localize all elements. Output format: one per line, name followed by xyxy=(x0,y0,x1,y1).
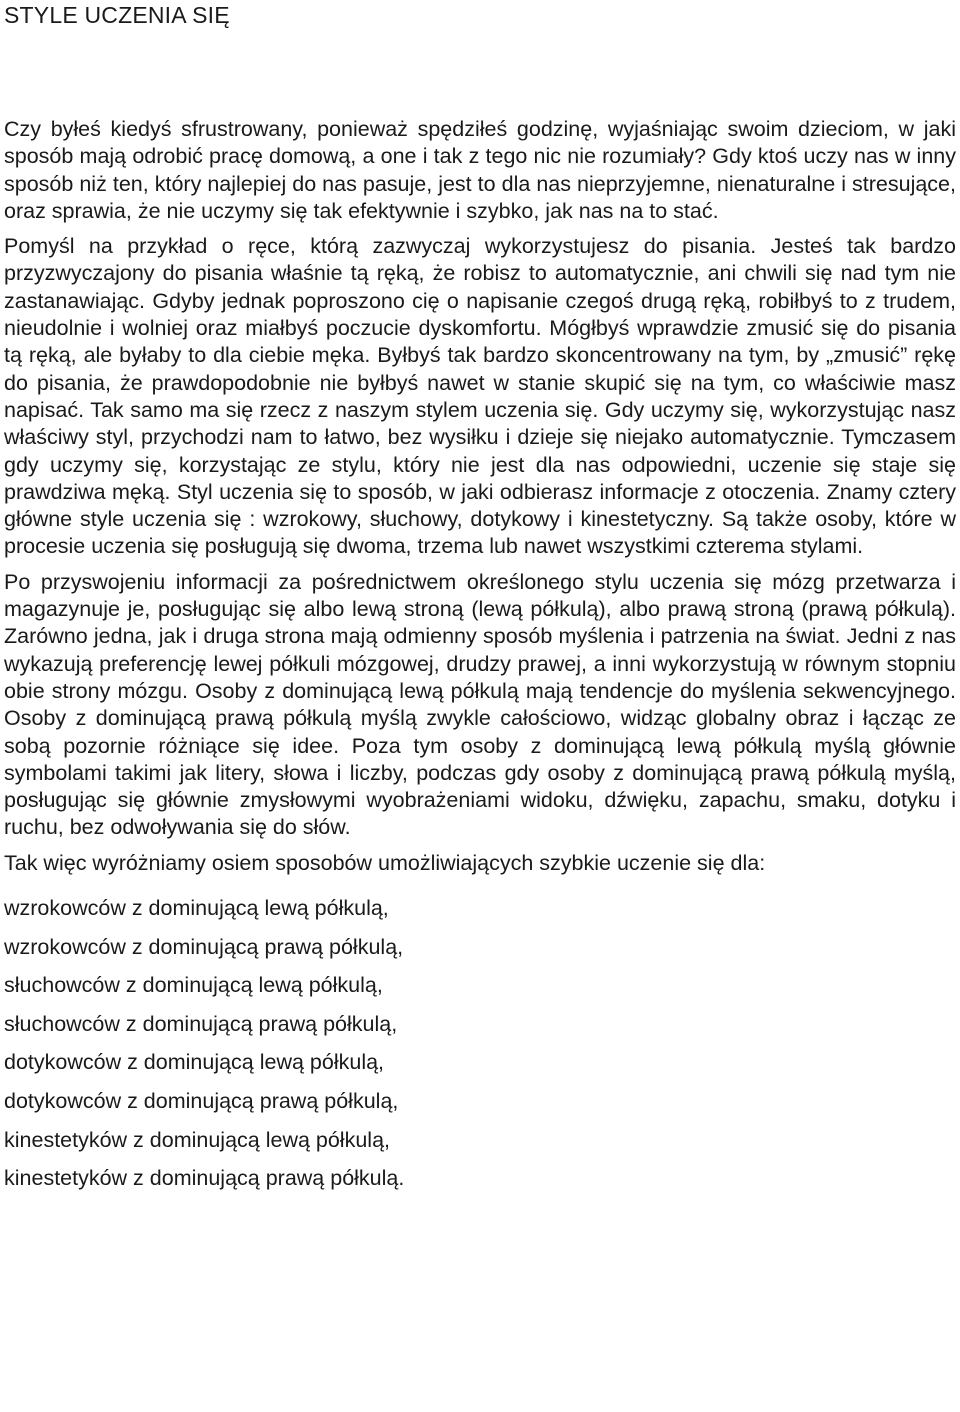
paragraph-brain-hemispheres: Po przyswojeniu informacji za pośrednictwem określonego stylu uczenia się mózg przetwarza i magazynuje je, posługując się albo lewą stroną (lewą półkulą), albo prawą stroną (prawą półkulą). Zarówno jedna, jak i druga strona mają odmienny sposób myślenia i patrzenia na świat. Jedni z nas wykazują preferencję lewej półkuli mózgowej, drudzy prawej, a inni wykorzystują w równym stopniu obie strony mózgu. Osoby z dominującą lewą półkulą mają tendencje do myślenia sekwencyjnego. Osoby z dominującą prawą półkulą myślą zwykle całościowo, widząc globalny obraz i łącząc ze sobą pozornie różniące się idee. Poza tym osoby z dominującą lewą półkulą myślą głównie symbolami takimi jak litery, słowa i liczby, podczas gdy osoby z dominującą prawą półkulą myślą, posługując się głównie zmysłowymi wyobrażeniami widoku, dźwięku, zapachu, smaku, dotyku i ruchu, bez odwoływania się do słów. xyxy=(4,569,956,840)
list-item: dotykowców z dominującą lewą półkulą, xyxy=(4,1050,385,1075)
paragraph-writing-hand: Pomyśl na przykład o ręce, którą zazwyczaj wykorzystujesz do pisania. Jesteś tak bardzo przyzwyczajony do pisania właśnie tą ręką, że robisz to automatycznie, ani chwili się nad tym nie zastanawiając. Gdyby jednak poproszono cię o napisanie czegoś drugą ręką, robiłbyś to z trudem, nieudolnie i wolniej oraz miałbyś poczucie dyskomfortu. Mógłbyś wprawdzie zmusić się do pisania tą ręką, ale byłaby to dla ciebie męka. Byłbyś tak bardzo skoncentrowany na tym, by „zmusić” rękę do pisania, że prawdopodobnie nie byłbyś nawet w stanie skupić się na tym, co właściwie masz napisać. Tak samo ma się rzecz z naszym stylem uczenia się. Gdy uczymy się, wykorzystując nasz właściwy styl, przychodzi nam to łatwo, bez wysiłku i dzieje się niejako automatycznie. Tymczasem gdy uczymy się, korzystając ze stylu, który nie jest dla nas odpowiedni, uczenie się staje się prawdziwa męką. Styl uczenia się to sposób, w jaki odbierasz informacje z otoczenia. Znamy cztery główne style uczenia się : wzrokowy, słuchowy, dotykowy i kinestetyczny. Są także osoby, które w procesie uczenia się posługują się dwoma, trzema lub nawet wszystkimi czterema stylami. xyxy=(4,234,956,559)
list-item: kinestetyków z dominującą lewą półkulą, xyxy=(4,1127,391,1152)
paragraph-intro: Czy byłeś kiedyś sfrustrowany, ponieważ spędziłeś godzinę, wyjaśniając swoim dzieciom, w jaki sposób mają odrobić pracę domową, a one i tak z tego nic nie rozumiały? Gdy ktoś uczy nas w inny sposób niż ten, który najlepiej do nas pasuje, jest to dla nas nieprzyjemne, nienaturalne i stresujące, oraz sprawia, że nie uczymy się tak efektywnie i szybko, jak nas na to stać. xyxy=(4,117,956,223)
document-page xyxy=(4,0,956,1198)
learning-styles-list xyxy=(4,889,956,1198)
paragraph-list-intro: Tak więc wyróżniamy osiem sposobów umożliwiających szybkie uczenie się dla: xyxy=(4,850,766,875)
list-item: kinestetyków z dominującą prawą półkulą. xyxy=(4,1166,405,1191)
list-item: słuchowców z dominującą lewą półkulą, xyxy=(4,973,383,998)
document-title: STYLE UCZENIA SIĘ xyxy=(4,2,230,28)
list-item: wzrokowców z dominującą lewą półkulą, xyxy=(4,896,389,921)
list-item: słuchowców z dominującą prawą półkulą, xyxy=(4,1011,398,1036)
list-item: dotykowców z dominującą prawą półkulą, xyxy=(4,1088,399,1113)
list-item: wzrokowców z dominującą prawą półkulą, xyxy=(4,934,404,959)
